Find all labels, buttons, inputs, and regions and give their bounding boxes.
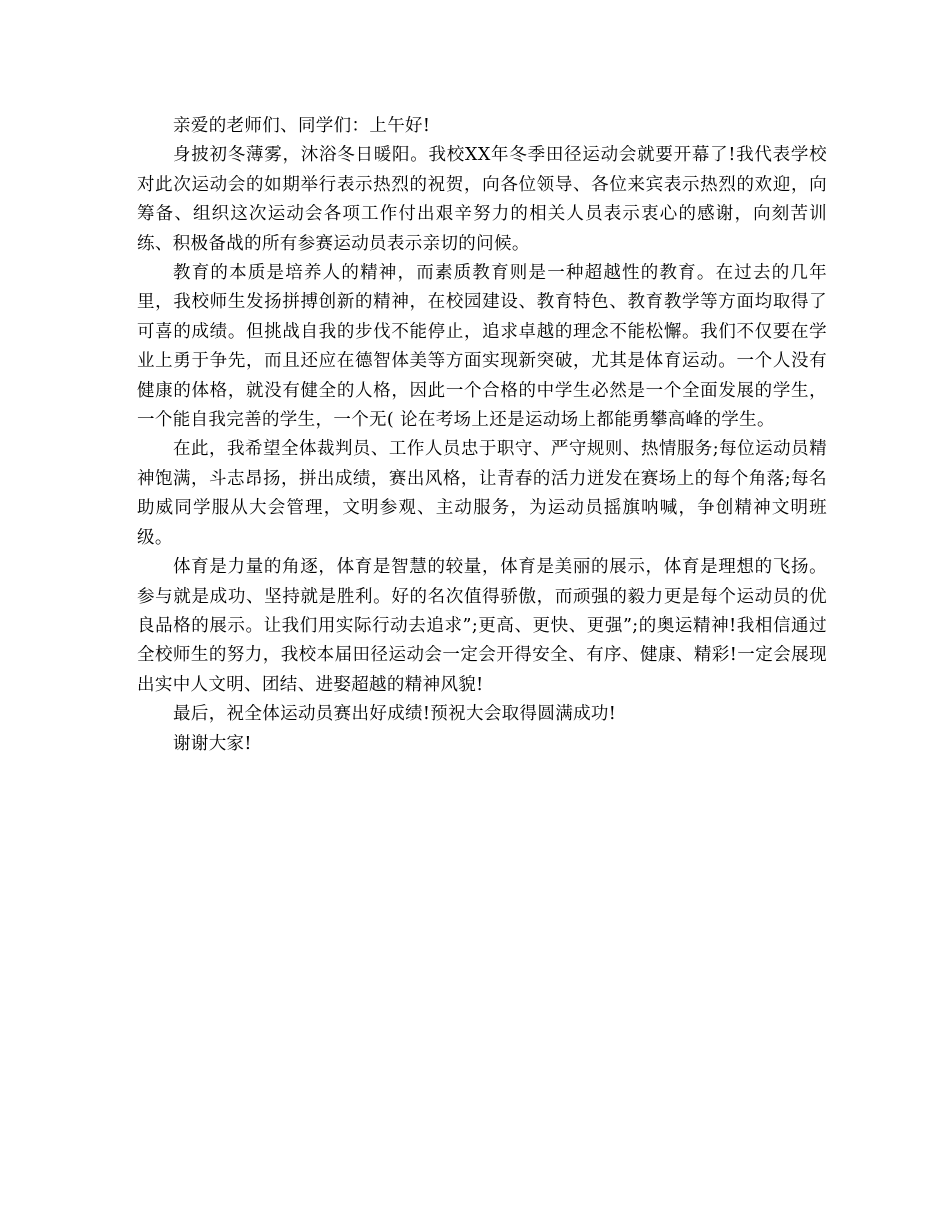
paragraph-greeting: 亲爱的老师们、同学们：上午好! xyxy=(173,116,431,136)
paragraph-expectations: 在此，我希望全体裁判员、工作人员忠于职守、严守规则、热情服务;每位运动员精神饱满，斗志昂扬，拼出成绩，赛出风格，让青春的活力迸发在赛场上的每个角落;每名助威同学服从大会管理，文明参观、主动服务，为运动员摇旗呐喊，争创精神文明班级。 xyxy=(137,439,827,548)
paragraph-thanks: 谢谢大家! xyxy=(173,733,252,754)
paragraph-closing: 最后，祝全体运动员赛出好成绩!预祝大会取得圆满成功! xyxy=(173,704,617,725)
paragraph-sports-spirit: 体育是力量的角逐，体育是智慧的较量，体育是美丽的展示，体育是理想的飞扬。参与就是成功、坚持就是胜利。好的名次值得骄傲，而顽强的毅力更是每个运动员的优良品格的展示。让我们用实际行动去追求”;更高、更快、更强”;的奥运精神!我相信通过全校师生的努力，我校本届田径运动会一定会开得安全、有序、健康、精彩!一定会展现出实中人文明、团结、进娶超越的精神风貌! xyxy=(137,557,827,695)
speech-body xyxy=(137,112,827,759)
paragraph-opening: 身披初冬薄雾，沐浴冬日暖阳。我校XX年冬季田径运动会就要开幕了!我代表学校对此次运动会的如期举行表示热烈的祝贺，向各位领导、各位来宾表示热烈的欢迎，向筹备、组织这次运动会各项工作付出艰辛努力的相关人员表示衷心的感谢，向刻苦训练、积极备战的所有参赛运动员表示亲切的问候。 xyxy=(137,145,827,254)
paragraph-education: 教育的本质是培养人的精神，而素质教育则是一种超越性的教育。在过去的几年里，我校师生发扬拼搏创新的精神，在校园建设、教育特色、教育教学等方面均取得了可喜的成绩。但挑战自我的步伐不能停止，追求卓越的理念不能松懈。我们不仅要在学业上勇于争先，而且还应在德智体美等方面实现新突破，尤其是体育运动。一个人没有健康的体格，就没有健全的人格，因此一个合格的中学生必然是一个全面发展的学生，一个能自我完善的学生，一个无( 论在考场上还是运动场上都能勇攀高峰的学生。 xyxy=(137,263,827,431)
